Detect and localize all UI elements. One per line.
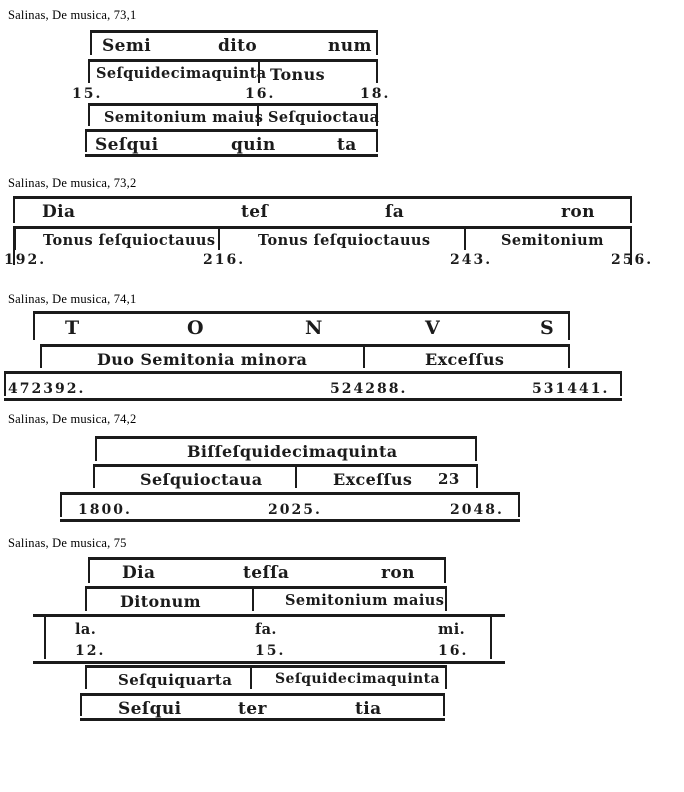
diagram-row-diatessaron (88, 557, 446, 585)
number-label: 524288. (330, 381, 408, 397)
divider-tick (252, 589, 254, 611)
diagram-row-diatessaron (13, 196, 632, 225)
bracket-tick (490, 617, 492, 659)
bracket-tick (568, 314, 570, 340)
word-fragment: ron (381, 563, 415, 583)
diagram-row-intervals (13, 226, 632, 252)
bracket-tick (60, 495, 62, 517)
interval-label: Biſſeſquidecimaquinta (187, 442, 398, 461)
bracket-tick (630, 199, 632, 223)
diagram-row-intervals (40, 344, 570, 370)
bracket-tick (568, 347, 570, 368)
number-label: 16. (438, 643, 469, 659)
bracket-tick (88, 106, 90, 126)
number-label: 256. (611, 252, 654, 268)
bracket-tick (85, 589, 87, 611)
diagram-row-numbers (0, 252, 660, 269)
word-fragment: Seſqui (118, 699, 182, 719)
interval-label: Seſquiquarta (118, 671, 233, 689)
bracket-tick (44, 617, 46, 659)
diagram-row-sesquitertia (80, 693, 445, 721)
number-label: 531441. (532, 381, 610, 397)
interval-label: Tonus ſeſquioctauus (258, 232, 431, 249)
bracket-tick (40, 347, 42, 368)
diagram-row-numbers (60, 492, 520, 522)
interval-label: Ditonum (120, 592, 202, 611)
bracket-tick (518, 495, 520, 517)
solmization-label: la. (75, 621, 97, 638)
diagram-row-bissesquidecimaquinta (95, 436, 477, 463)
number-label: 2025. (268, 502, 322, 518)
bracket-tick (443, 696, 445, 716)
bracket-tick (476, 467, 478, 488)
interval-label: Seſquioctaua (140, 470, 263, 489)
interval-label: Seſquidecimaquinta (275, 671, 440, 687)
word-fragment: T (65, 317, 81, 339)
interval-label: Semitonium maius (285, 592, 445, 609)
word-fragment: tia (355, 699, 382, 719)
interval-label: Semitonium maius (104, 109, 264, 126)
interval-label: Tonus ſeſquioctauus (43, 232, 216, 249)
bracket-tick (445, 589, 447, 611)
word-fragment: quin (231, 135, 276, 155)
interval-label: Semitonium (501, 232, 604, 249)
number-label: 15. (72, 86, 103, 102)
number-label: 12. (75, 643, 106, 659)
word-fragment: Dia (42, 202, 76, 222)
section-caption: Salinas, De musica, 75 (8, 536, 127, 550)
word-fragment: Dia (122, 563, 156, 583)
divider-tick (218, 229, 220, 250)
number-label: 16. (245, 86, 276, 102)
word-fragment: Seſqui (95, 135, 159, 155)
word-fragment: ſa (385, 202, 405, 222)
word-fragment: Semi (102, 36, 152, 56)
section-caption: Salinas, De musica, 73,2 (8, 176, 137, 190)
bracket-tick (445, 668, 447, 689)
number-label: 15. (255, 643, 286, 659)
ratio-note-label: 23 (438, 470, 460, 488)
bracket-tick (90, 33, 92, 55)
diagram-row-intervals-upper (85, 586, 447, 613)
diagram-row-intervals (93, 464, 478, 490)
interval-label: Tonus (270, 65, 326, 84)
bracket-tick (630, 229, 632, 250)
word-fragment: teſ (241, 202, 269, 222)
number-label: 18. (360, 86, 391, 102)
divider-tick (464, 229, 466, 250)
bracket-tick (376, 33, 378, 55)
word-fragment: ter (238, 699, 267, 719)
solmization-label: mi. (438, 621, 466, 638)
bracket-tick (4, 374, 6, 396)
word-fragment: teſſa (243, 563, 290, 583)
word-fragment: O (187, 317, 205, 339)
bracket-tick (376, 62, 378, 83)
bracket-tick (33, 314, 35, 340)
diagram-row-numbers (4, 371, 622, 401)
interval-label: Seſquidecimaquinta (96, 65, 267, 82)
divider-tick (250, 668, 252, 689)
number-label: 243. (450, 252, 493, 268)
bracket-tick (376, 132, 378, 152)
diagram-row-gamut (33, 614, 505, 664)
number-label: 216. (203, 252, 246, 268)
bracket-tick (85, 668, 87, 689)
interval-label: Duo Semitonia minora (97, 350, 308, 369)
bracket-tick (13, 199, 15, 223)
section-caption: Salinas, De musica, 73,1 (8, 8, 137, 22)
word-fragment: ron (561, 202, 595, 222)
word-fragment: ta (337, 135, 357, 155)
word-fragment: S (540, 317, 555, 339)
divider-tick (295, 467, 297, 488)
diagram-row-intervals-upper (88, 59, 378, 85)
bracket-tick (85, 132, 87, 152)
interval-label: Exceſſus (333, 470, 413, 489)
number-label: 472392. (8, 381, 86, 397)
bracket-tick (95, 439, 97, 461)
interval-label: Exceſſus (425, 350, 505, 369)
diagram-row-semiditonum (90, 30, 378, 57)
word-fragment: N (305, 317, 324, 339)
bracket-tick (475, 439, 477, 461)
bracket-tick (88, 560, 90, 583)
divider-tick (363, 347, 365, 368)
section-caption: Salinas, De musica, 74,2 (8, 412, 137, 426)
word-fragment: dito (218, 36, 258, 56)
diagram-row-intervals-lower (88, 103, 378, 128)
word-fragment: V (425, 317, 441, 339)
diagram-row-sesquiquinta (85, 129, 378, 157)
bracket-tick (80, 696, 82, 716)
number-label: 192. (4, 252, 47, 268)
diagram-row-intervals-lower (85, 665, 447, 691)
word-fragment: num (328, 36, 372, 56)
solmization-label: fa. (255, 621, 277, 638)
bracket-tick (620, 374, 622, 396)
bracket-tick (444, 560, 446, 583)
interval-label: Seſquioctaua (268, 109, 380, 126)
number-label: 1800. (78, 502, 132, 518)
bracket-tick (88, 62, 90, 83)
number-label: 2048. (450, 502, 504, 518)
diagram-row-tonvs (33, 311, 570, 342)
bracket-tick (13, 229, 16, 250)
section-caption: Salinas, De musica, 74,1 (8, 292, 137, 306)
bracket-tick (93, 467, 95, 488)
diagram-row-numbers (70, 86, 400, 102)
